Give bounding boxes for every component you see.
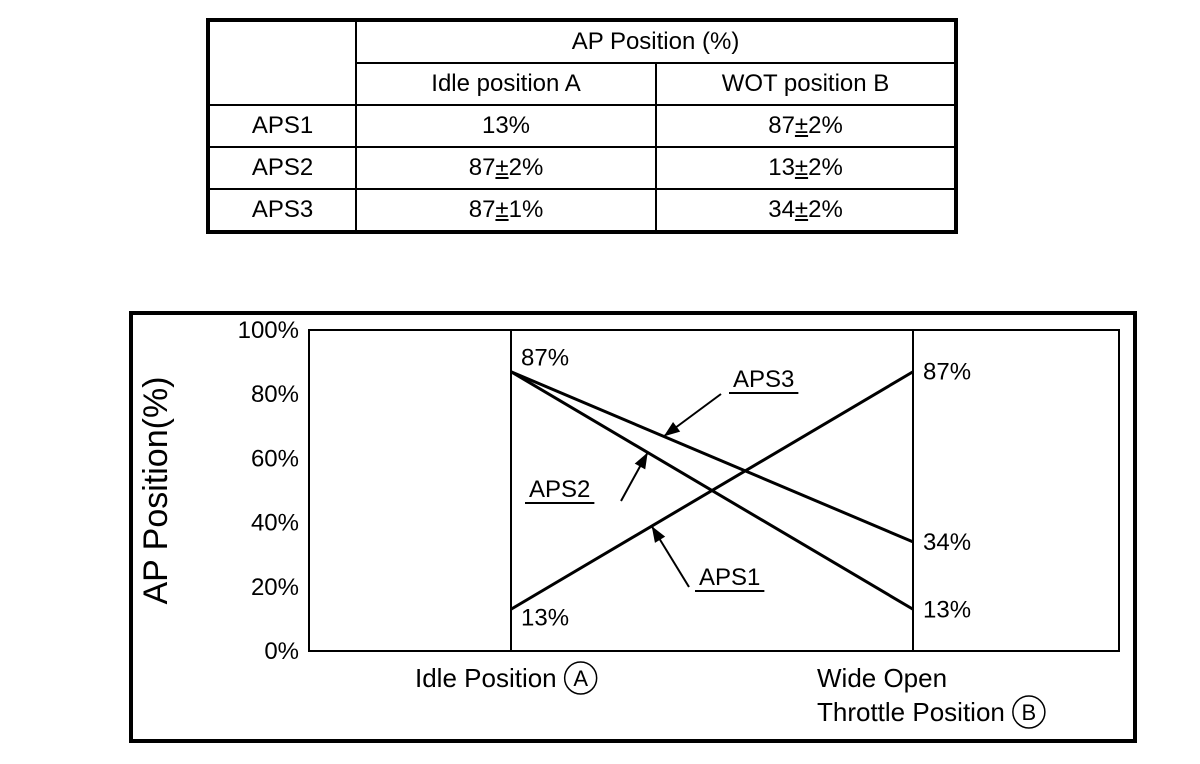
table-row-sensor: APS3 [208, 189, 356, 232]
arrow-head [652, 526, 665, 543]
cell-base: 13% [481, 112, 531, 139]
arrow-head [664, 422, 680, 436]
position-marker-letter: A [573, 666, 588, 691]
x-category-label: Throttle Position [817, 697, 1005, 727]
table-header-row [208, 20, 956, 63]
data-label: 34% [923, 528, 972, 556]
cell-tolerance: 2% [508, 154, 544, 181]
aps-chart [133, 315, 1133, 739]
data-label: 87% [923, 358, 972, 386]
y-axis-label: AP Position(%) [137, 376, 175, 605]
chart-frame [129, 311, 1137, 743]
data-label: 13% [521, 604, 570, 632]
x-category-label: Wide Open [817, 663, 948, 693]
cell-tolerance-sign: ± [495, 154, 509, 181]
cell-tolerance: 1% [508, 196, 544, 223]
cell-base: 87 [468, 196, 496, 223]
series-line-aps3 [511, 372, 913, 542]
y-tick-label: 60% [250, 445, 299, 473]
table-col-idle: Idle position A [356, 63, 656, 105]
cell-tolerance: 2% [808, 196, 843, 223]
table-cell-wot [656, 105, 956, 147]
y-tick-label: 40% [250, 509, 299, 537]
table-corner-cell [208, 20, 356, 105]
y-tick-label: 0% [264, 638, 299, 665]
series-label-aps3: APS3 [733, 366, 795, 393]
cell-base: 34 [768, 196, 795, 223]
series-label-aps1: APS1 [699, 564, 761, 591]
position-marker-letter: B [1021, 700, 1037, 725]
table-row [208, 147, 956, 189]
x-category-label: Idle Position [415, 663, 557, 693]
table-row-sensor: APS1 [208, 105, 356, 147]
table-cell-idle [356, 105, 656, 147]
y-tick-label: 100% [237, 317, 299, 344]
table-col-wot: WOT position B [656, 63, 956, 105]
y-tick-label: 80% [250, 381, 299, 409]
cell-tolerance: 2% [808, 112, 843, 139]
series-label-aps2: APS2 [529, 476, 591, 503]
table-row-sensor: APS2 [208, 147, 356, 189]
cell-tolerance-sign: ± [794, 196, 809, 223]
cell-base: 87 [768, 112, 795, 139]
cell-base: 13 [768, 154, 795, 181]
cell-tolerance-sign: ± [794, 112, 809, 139]
table-cell-wot [656, 147, 956, 189]
table-cell-idle [356, 147, 656, 189]
arrow-head [635, 452, 648, 469]
table-cell-idle [356, 189, 656, 232]
cell-tolerance-sign: ± [794, 154, 809, 181]
spec-table [206, 18, 958, 234]
data-label: 13% [923, 596, 972, 624]
table-row [208, 105, 956, 147]
y-tick-label: 20% [250, 573, 299, 601]
cell-tolerance-sign: ± [495, 196, 509, 223]
cell-tolerance: 2% [808, 154, 843, 181]
table-header-group: AP Position (%) [356, 20, 956, 63]
data-label: 87% [521, 344, 570, 372]
table-cell-wot [656, 189, 956, 232]
table-row [208, 189, 956, 232]
cell-base: 87 [468, 154, 496, 181]
